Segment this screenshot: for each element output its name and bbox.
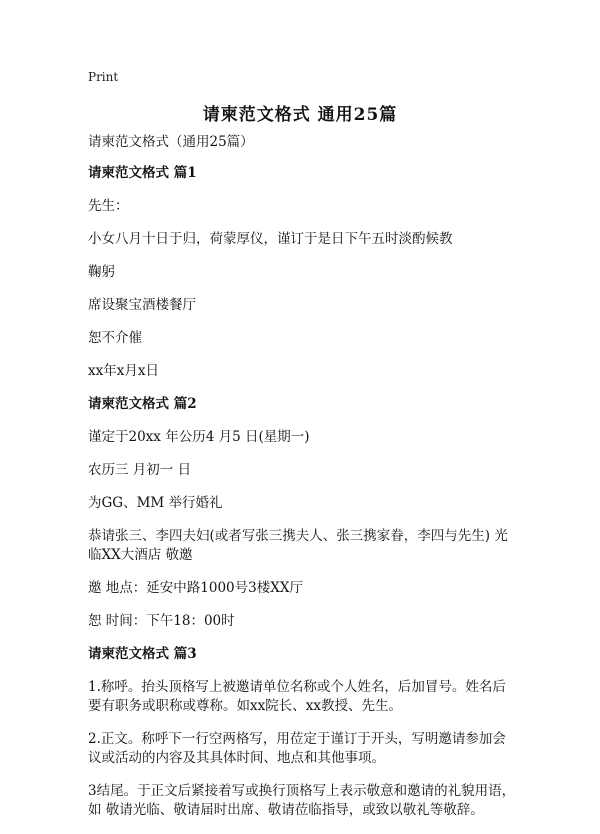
paragraph: 3结尾。于正文后紧接着写或换行顶格写上表示敬意和邀请的礼貌用语，如 敬请光临、敬请届时出席、敬请莅临指导，或致以敬礼等敬辞。: [88, 783, 516, 818]
paragraph: 小女八月十日于归，荷蒙厚仪，谨订于是日下午五时淡酌候教: [88, 231, 453, 247]
paragraph: 谨定于20xx 年公历4 月5 日(星期一): [88, 429, 310, 445]
section-heading-3: 请柬范文格式 篇3: [88, 646, 197, 662]
page-title: 请柬范文格式 通用25篇: [202, 105, 398, 125]
section-heading-2: 请柬范文格式 篇2: [88, 396, 197, 412]
paragraph: 席设聚宝酒楼餐厅: [88, 297, 196, 313]
paragraph: 农历三 月初一 日: [88, 462, 192, 478]
document-body: [88, 133, 518, 834]
paragraph: 恕不介催: [88, 330, 142, 346]
section-heading-1: 请柬范文格式 篇1: [88, 165, 197, 181]
paragraph: 先生：: [88, 198, 129, 214]
paragraph: 2.正文。称呼下一行空两格写，用莅定于谨订于开头，写明邀请参加会议或活动的内容及其具体时间、地点和其他事项。: [88, 731, 506, 766]
paragraph: 为GG、MM 举行婚礼: [88, 495, 223, 511]
document-subtitle: 请柬范文格式（通用25篇）: [88, 134, 254, 150]
paragraph: 邀 地点：延安中路1000号3楼XX厅: [88, 580, 303, 596]
print-label: Print: [88, 70, 119, 84]
paragraph: xx年x月x日: [88, 363, 159, 379]
paragraph: 恭请张三、李四夫妇(或者写张三携夫人、张三携家眷，李四与先生) 光临XX大酒店 敬邀: [88, 528, 508, 563]
paragraph: 1.称呼。抬头顶格写上被邀请单位名称或个人姓名，后加冒号。姓名后要有职务或职称或尊称。如xx院长、xx教授、先生。: [88, 679, 506, 714]
paragraph: 鞠躬: [88, 264, 115, 280]
paragraph: 恕 时间：下午18：00时: [88, 613, 235, 629]
